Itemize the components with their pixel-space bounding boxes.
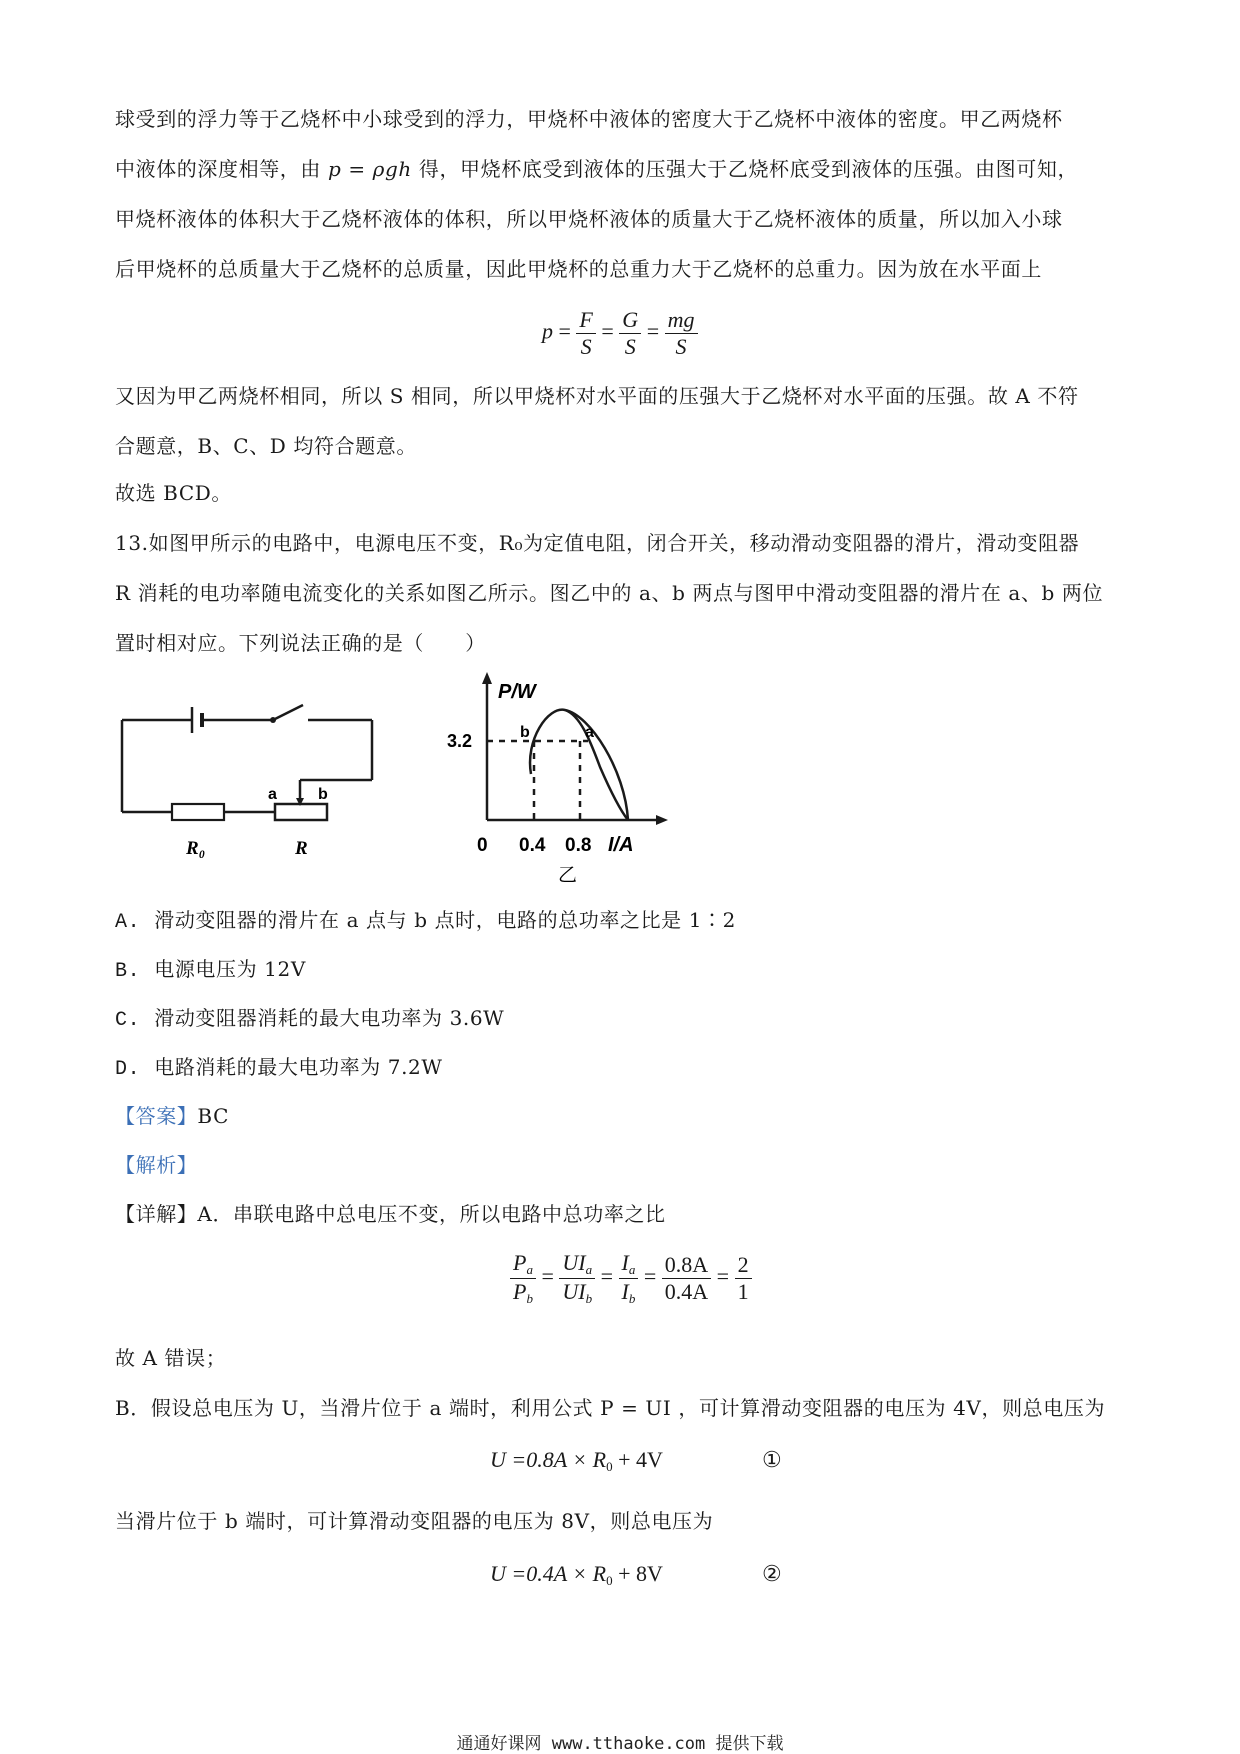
circuit-label-b: b (318, 786, 328, 803)
x-tick-label: 0.4 (519, 835, 546, 856)
fraction: $\frac{2}{1}$ (735, 1252, 752, 1305)
text-line: 故 A 错误； (115, 1346, 227, 1370)
option-a: A. 滑动变阻器的滑片在 a 点与 b 点时，电路的总功率之比是 1∶2 (115, 908, 736, 934)
equation-1: U =0.8A × R0 + 4V (490, 1447, 663, 1474)
equation-2: U =0.4A × R0 + 8V (490, 1561, 663, 1588)
power-ratio-formula: $\frac{P_a}{P_b}$ = $\frac{UI_a}{UI_b}$ = $\frac{I_a}{I_b}$ = $\frac{0.8A}{0.4A}$ = $\frac{2}{1}$ (510, 1250, 752, 1307)
power-current-graph (440, 670, 700, 890)
fraction: $\frac{G}{S}$ (619, 307, 641, 360)
question-line: 置时相对应。下列说法正确的是（ ） (115, 631, 486, 655)
fraction: $\frac{P_a}{P_b}$ (510, 1250, 536, 1307)
answer-line: 【答案】BC (115, 1104, 229, 1128)
text-line: 故选 BCD。 (115, 481, 232, 505)
switch-blade (273, 705, 303, 720)
text-line: 后甲烧杯的总质量大于乙烧杯的总质量，因此甲烧杯的总重力大于乙烧杯的总重力。因为放在水平面上 (115, 257, 1042, 281)
footer-source: 通通好课网 www.tthaoke.com 提供下载 (456, 1734, 784, 1754)
circuit-diagram (110, 695, 385, 860)
text-line: 中液体的深度相等，由 p = ρgh 得，甲烧杯底受到液体的压强大于乙烧杯底受到液体的压强。由图可知， (115, 157, 1079, 181)
y-tick-label: 3.2 (447, 731, 473, 751)
analysis-line: 【解析】 (115, 1153, 198, 1177)
x-axis-label: I/A (608, 834, 634, 856)
point-b-label: b (520, 724, 530, 741)
fraction: $\frac{UI_a}{UI_b}$ (559, 1250, 595, 1307)
fixed-resistor-r0 (172, 804, 224, 820)
equation-1-number: ① (762, 1447, 782, 1472)
circuit-label-r0: R₀ (186, 838, 206, 859)
text-line: 合题意，B、C、D 均符合题意。 (115, 434, 417, 458)
detail-line: 【详解】A．串联电路中总电压不变，所以电路中总功率之比 (115, 1202, 666, 1226)
text-line: 甲烧杯液体的体积大于乙烧杯液体的体积，所以甲烧杯液体的质量大于乙烧杯液体的质量，所以加入小球 (115, 207, 1063, 231)
switch-pivot (270, 717, 276, 723)
y-axis-arrow (482, 672, 492, 684)
pressure-formula: p = $\frac{F}{S}$ = $\frac{G}{S}$ = $\frac{mg}{S}$ (542, 307, 698, 360)
text-line: 又因为甲乙两烧杯相同，所以 S 相同，所以甲烧杯对水平面的压强大于乙烧杯对水平面的压强。故 A 不符 (115, 384, 1079, 408)
option-d: D. 电路消耗的最大电功率为 7.2W (115, 1055, 443, 1081)
x-tick-label: 0.8 (565, 835, 592, 856)
origin-label: 0 (477, 835, 488, 856)
pressure-formula-inline: p = ρgh (327, 157, 412, 181)
y-axis-label: P/W (498, 681, 536, 703)
option-b: B. 电源电压为 12V (115, 957, 306, 983)
power-curve-descent (565, 710, 628, 820)
equation-2-number: ② (762, 1561, 782, 1586)
circuit-label-a: a (268, 786, 277, 803)
circuit-label-r: R (295, 838, 308, 859)
x-axis-arrow (656, 815, 668, 825)
point-a-label: a (585, 724, 594, 741)
question-line: 13.如图甲所示的电路中，电源电压不变，R₀为定值电阻，闭合开关，移动滑动变阻器的滑片，滑动变阻器 (115, 531, 1080, 555)
sliding-rheostat-r (275, 804, 327, 820)
text-line: 球受到的浮力等于乙烧杯中小球受到的浮力，甲烧杯中液体的密度大于乙烧杯中液体的密度。甲乙两烧杯 (115, 107, 1063, 131)
question-line: R 消耗的电功率随电流变化的关系如图乙所示。图乙中的 a、b 两点与图甲中滑动变阻器的滑片在 a、b 两位 (115, 581, 1104, 605)
graph-caption: 乙 (558, 864, 578, 886)
text-line: 当滑片位于 b 端时，可计算滑动变阻器的电压为 8V，则总电压为 (115, 1509, 714, 1533)
text-line: B．假设总电压为 U，当滑片位于 a 端时，利用公式 P = UI ，可计算滑动变阻器的电压为 4V，则总电压为 (115, 1396, 1106, 1420)
fraction: $\frac{I_a}{I_b}$ (619, 1250, 639, 1307)
fraction: $\frac{0.8A}{0.4A}$ (662, 1252, 711, 1305)
fraction: $\frac{mg}{S}$ (665, 307, 698, 360)
fraction: $\frac{F}{S}$ (576, 307, 595, 360)
option-c: C. 滑动变阻器消耗的最大电功率为 3.6W (115, 1006, 505, 1032)
